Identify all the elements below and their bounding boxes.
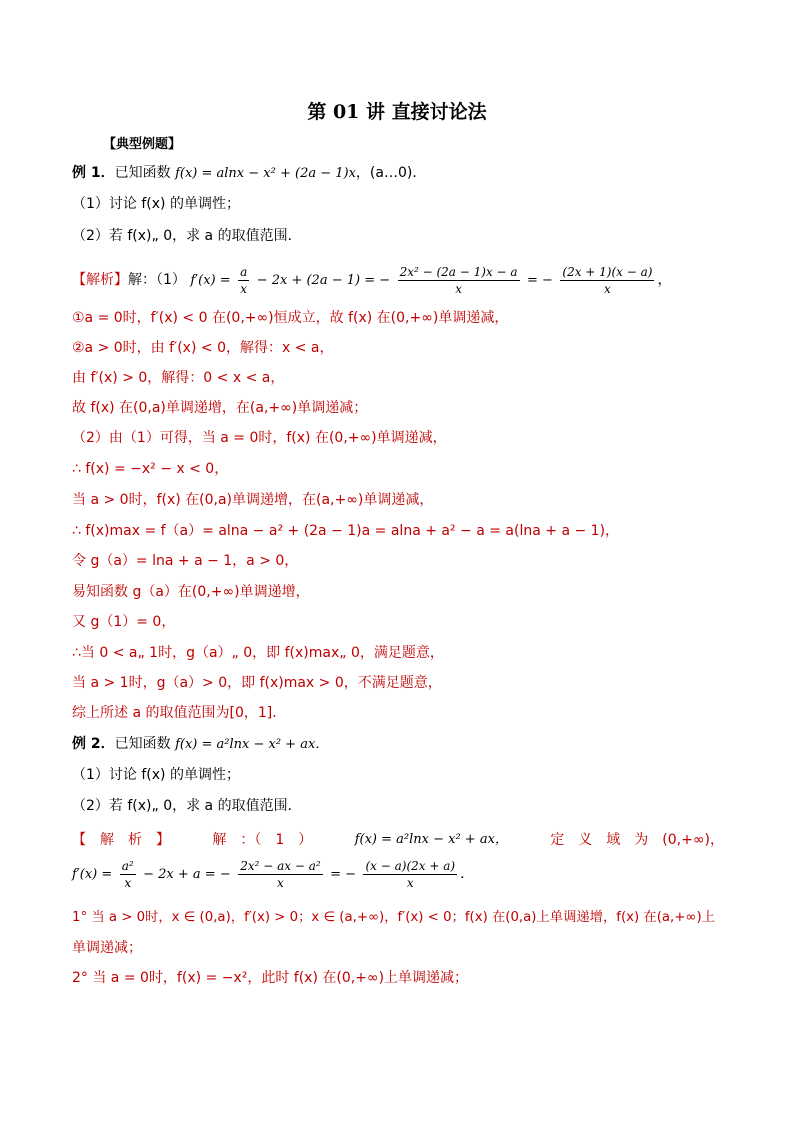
derivative-equals: = − bbox=[330, 867, 357, 882]
solution-lead: 解：（1） bbox=[128, 272, 186, 288]
solution-lead: 解 ：（ 1 ） bbox=[212, 832, 313, 848]
page-title: 第 01 讲 直接讨论法 bbox=[307, 101, 487, 123]
example-2-solution-header bbox=[72, 830, 724, 850]
derivative-lhs: f′(x) = bbox=[190, 273, 231, 288]
solution-line: ①a = 0时，f′(x) < 0 在(0,+∞)恒成立，故 f(x) 在(0,+∞)单调递减， bbox=[72, 310, 509, 326]
solution-line: 1° 当 a > 0时，x ∈ (0,a)，f′(x) > 0；x ∈ (a,+∞)，f′(x) < 0；f(x) 在(0,a)上单调递增，f(x) 在(a,+∞)上 bbox=[72, 910, 715, 925]
example-2-intro: 已知函数 bbox=[114, 736, 171, 752]
fraction-denominator: x bbox=[560, 280, 654, 297]
fraction-denominator: x bbox=[238, 280, 249, 297]
fraction bbox=[238, 264, 249, 297]
example-2-statement bbox=[72, 734, 328, 755]
fraction bbox=[398, 264, 520, 297]
solution-line: （2）由（1）可得，当 a = 0时，f(x) 在(0,+∞)单调递减， bbox=[72, 430, 447, 446]
solution-line: 易知函数 g（a）在(0,+∞)单调递增， bbox=[72, 584, 310, 600]
fraction-numerator: (x − a)(2x + a) bbox=[365, 858, 456, 873]
solution-function: f(x) = a²lnx − x² + ax， bbox=[354, 832, 508, 847]
example-1-condition: ，(a…0)． bbox=[355, 165, 427, 181]
solution-line: ②a > 0时，由 f′(x) < 0，解得：x < a， bbox=[72, 340, 334, 356]
fraction-denominator: x bbox=[363, 874, 457, 891]
solution-line: ∴ f(x) = −x² − x < 0， bbox=[72, 461, 229, 477]
fraction-denominator: x bbox=[120, 874, 136, 891]
solution-line: ∴ f(x)max = f（a）= alna − a² + (2a − 1)a = alna + a² − a = a(lna + a − 1)， bbox=[72, 523, 620, 539]
example-1-label: 例 1． bbox=[72, 165, 115, 181]
example-2-derivative bbox=[72, 857, 474, 892]
solution-line: 令 g（a）= lna + a − 1，a > 0， bbox=[72, 553, 299, 569]
solution-line: 2° 当 a = 0时，f(x) = −x²，此时 f(x) 在(0,+∞)上单调递减； bbox=[72, 970, 469, 986]
solution-line: 由 f′(x) > 0，解得：0 < x < a， bbox=[72, 370, 285, 386]
fraction-numerator: 2x² − (2a − 1)x − a bbox=[399, 264, 518, 279]
fraction-numerator: 2x² − ax − a² bbox=[240, 858, 321, 873]
solution-line: 当 a > 1时，g（a）> 0，即 f(x)max > 0，不满足题意， bbox=[72, 675, 442, 691]
derivative-end: ． bbox=[460, 866, 475, 882]
solution-line: 当 a > 0时，f(x) 在(0,a)单调递增，在(a,+∞)单调递减， bbox=[72, 492, 434, 508]
fraction bbox=[238, 858, 322, 891]
solution-line: 故 f(x) 在(0,a)单调递增，在(a,+∞)单调递减； bbox=[72, 400, 368, 416]
example-2-function: f(x) = a²lnx − x² + ax． bbox=[175, 737, 329, 752]
example-2-label: 例 2． bbox=[72, 736, 115, 752]
derivative-end: ， bbox=[657, 272, 672, 288]
example-1-question-1: （1）讨论 f(x) 的单调性； bbox=[72, 196, 240, 212]
solution-line: 又 g（1）= 0， bbox=[72, 614, 176, 630]
fraction bbox=[120, 858, 136, 891]
example-1-intro: 已知函数 bbox=[114, 165, 171, 181]
fraction-denominator: x bbox=[238, 874, 322, 891]
solution-domain: 定 义 域 为 (0,+∞)， bbox=[550, 832, 724, 848]
solution-tag: 【解析】 bbox=[72, 272, 128, 288]
example-1-function: f(x) = alnx − x² + (2a − 1)x bbox=[175, 166, 356, 181]
fraction bbox=[560, 264, 654, 297]
derivative-lhs: f′(x) = bbox=[72, 867, 113, 882]
fraction bbox=[363, 858, 457, 891]
fraction-numerator: (2x + 1)(x − a) bbox=[562, 264, 653, 279]
fraction-numerator: a² bbox=[121, 858, 134, 873]
derivative-middle: − 2x + (2a − 1) = − bbox=[256, 273, 391, 288]
solution-tag: 【 解 析 】 bbox=[72, 832, 170, 848]
example-2-question-2: （2）若 f(x)„ 0，求 a 的取值范围． bbox=[72, 798, 302, 814]
example-1-derivative bbox=[72, 263, 671, 298]
solution-line: 单调递减； bbox=[72, 940, 142, 956]
section-label: 【典型例题】 bbox=[103, 137, 182, 152]
derivative-equals: = − bbox=[527, 273, 553, 288]
example-2-question-1: （1）讨论 f(x) 的单调性； bbox=[72, 767, 240, 783]
example-1-question-2: （2）若 f(x)„ 0，求 a 的取值范围． bbox=[72, 228, 302, 244]
fraction-denominator: x bbox=[398, 280, 520, 297]
solution-line: 综上所述 a 的取值范围为[0，1]． bbox=[72, 705, 287, 721]
fraction-numerator: a bbox=[240, 264, 248, 279]
example-1-statement bbox=[72, 163, 426, 184]
derivative-middle: − 2x + a = − bbox=[143, 867, 231, 882]
solution-line: ∴当 0 < a„ 1时，g（a）„ 0，即 f(x)max„ 0，满足题意， bbox=[72, 645, 444, 661]
